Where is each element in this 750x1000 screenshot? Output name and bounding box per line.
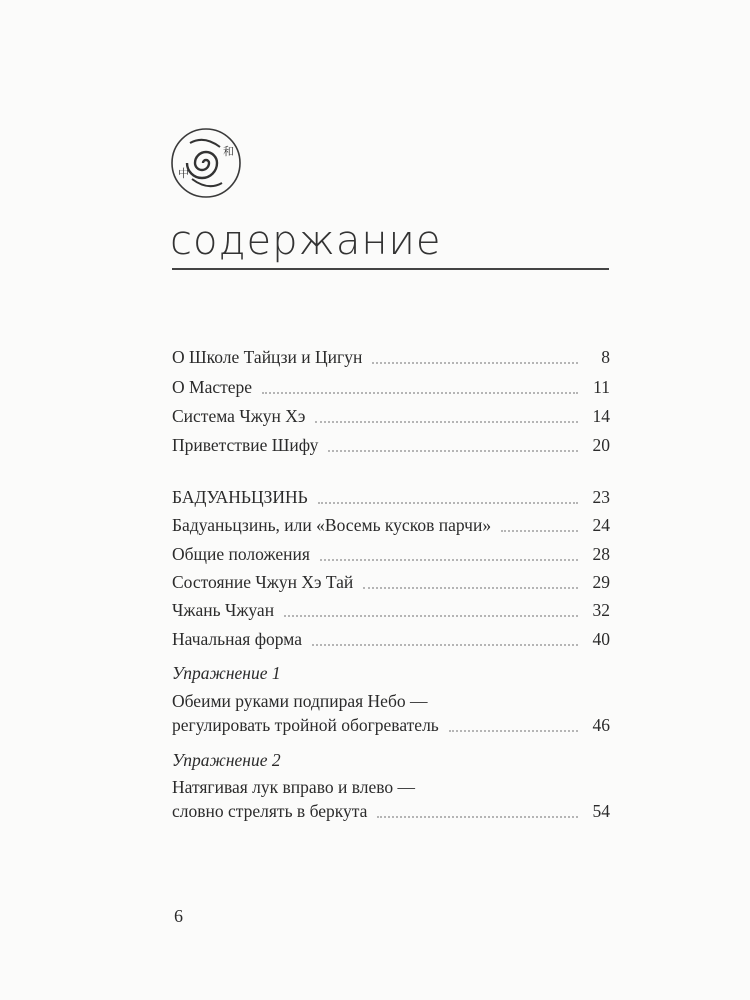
leader-dots (501, 529, 578, 532)
toc-entry-page: 46 (592, 715, 610, 735)
toc-entry-page: 24 (592, 515, 610, 535)
toc-entry-title: О Мастере (172, 377, 253, 397)
toc-entry[interactable] (172, 801, 610, 822)
leader-dots (363, 586, 578, 589)
toc-entry[interactable] (172, 629, 610, 650)
toc-entry-page: 54 (592, 801, 610, 821)
toc-entry[interactable] (172, 544, 610, 565)
exercise-label: Упражнение 1 (172, 663, 281, 683)
leader-dots (372, 361, 578, 364)
toc-entry-title: Состояние Чжун Хэ Тай (172, 572, 354, 592)
toc-entry[interactable] (172, 347, 610, 368)
toc-entry[interactable] (172, 487, 610, 508)
toc-entry[interactable] (172, 406, 610, 427)
toc-entry-page: 8 (601, 347, 610, 367)
toc-entry[interactable] (172, 715, 610, 736)
exercise-label: Упражнение 2 (172, 750, 281, 770)
leader-dots (312, 643, 578, 646)
toc-entry-page: 32 (592, 600, 610, 620)
leader-dots (315, 420, 578, 423)
toc-entry-title: Бадуаньцзинь, или «Восемь кусков парчи» (172, 515, 492, 535)
toc-entry-page: 28 (592, 544, 610, 564)
leader-dots (449, 729, 578, 732)
exercise-title-line1[interactable]: Натягивая лук вправо и влево — (172, 777, 416, 797)
toc-entry-title: Общие положения (172, 544, 310, 564)
exercise-title-line1[interactable]: Обеими руками подпирая Небо — (172, 691, 428, 711)
toc-entry-title: БАДУАНЬЦЗИНЬ (172, 487, 308, 507)
leader-dots (262, 391, 578, 394)
title-divider (172, 268, 609, 270)
toc-entry[interactable] (172, 435, 610, 456)
toc-entry-page: 14 (592, 406, 610, 426)
toc-entry-page: 40 (592, 629, 610, 649)
toc-entry-title: регулировать тройной обогреватель (172, 715, 439, 735)
leader-dots (377, 815, 578, 818)
toc-entry-title: Система Чжун Хэ (172, 406, 306, 426)
toc-entry-title: словно стрелять в беркута (172, 801, 368, 821)
toc-entry-page: 11 (593, 377, 610, 397)
toc-entry-title: Чжань Чжуан (172, 600, 275, 620)
toc-entry[interactable] (172, 377, 610, 398)
page-number: 6 (174, 906, 183, 926)
toc-entry[interactable] (172, 515, 610, 536)
toc-entry[interactable] (172, 600, 610, 621)
toc-entry-title: Приветствие Шифу (172, 435, 319, 455)
logo-glyph-right: 和 (223, 145, 234, 158)
logo-glyph-left: 中 (178, 167, 189, 180)
toc-entry-title: Начальная форма (172, 629, 302, 649)
leader-dots (328, 449, 578, 452)
toc-entry-page: 20 (592, 435, 610, 455)
toc-entry-page: 23 (592, 487, 610, 507)
toc-entry-title: О Школе Тайцзи и Цигун (172, 347, 363, 367)
toc-entry[interactable] (172, 572, 610, 593)
page-title: содержание (170, 218, 442, 264)
toc-entry-page: 29 (592, 572, 610, 592)
leader-dots (284, 614, 578, 617)
spiral-emblem-icon (170, 127, 242, 199)
leader-dots (318, 501, 578, 504)
leader-dots (320, 558, 578, 561)
